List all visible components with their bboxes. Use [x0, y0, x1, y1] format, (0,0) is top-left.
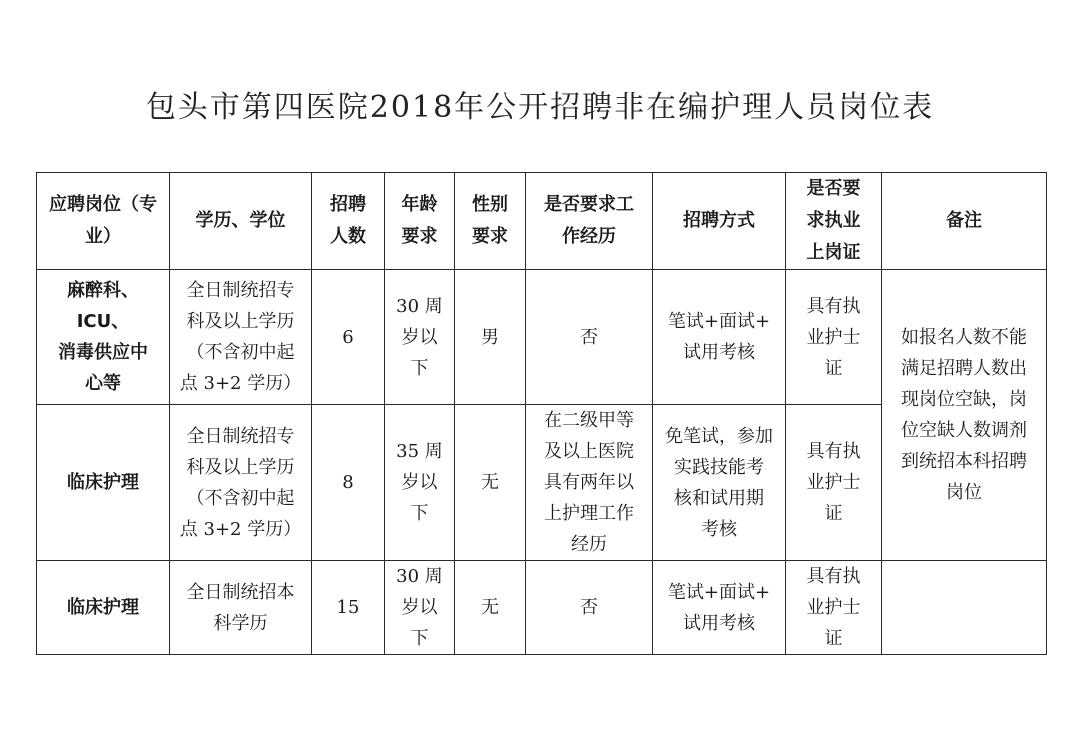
positions-table [36, 172, 1047, 655]
cell-license: 具有执 业护士 证 [786, 270, 882, 405]
cell-age: 30 周 岁以 下 [385, 561, 455, 655]
cell-gender: 无 [455, 405, 526, 561]
cell-method: 笔试+面试+ 试用考核 [653, 561, 786, 655]
cell-position: 麻醉科、 ICU、 消毒供应中 心等 [37, 270, 170, 405]
cell-age: 30 周 岁以 下 [385, 270, 455, 405]
cell-position: 临床护理 [37, 405, 170, 561]
cell-license: 具有执 业护士 证 [786, 561, 882, 655]
cell-experience: 否 [526, 270, 653, 405]
cell-position: 临床护理 [37, 561, 170, 655]
cell-experience: 否 [526, 561, 653, 655]
cell-experience: 在二级甲等 及以上医院 具有两年以 上护理工作 经历 [526, 405, 653, 561]
header-age: 年龄 要求 [385, 173, 455, 270]
cell-method: 笔试+面试+ 试用考核 [653, 270, 786, 405]
header-education: 学历、学位 [170, 173, 312, 270]
cell-gender: 男 [455, 270, 526, 405]
cell-count: 15 [312, 561, 385, 655]
cell-education: 全日制统招专 科及以上学历 （不含初中起 点 3+2 学历） [170, 270, 312, 405]
header-remark: 备注 [882, 173, 1047, 270]
header-count: 招聘 人数 [312, 173, 385, 270]
header-method: 招聘方式 [653, 173, 786, 270]
cell-education: 全日制统招专 科及以上学历 （不含初中起 点 3+2 学历） [170, 405, 312, 561]
cell-count: 8 [312, 405, 385, 561]
cell-count: 6 [312, 270, 385, 405]
cell-gender: 无 [455, 561, 526, 655]
document-title: 包头市第四医院2018年公开招聘非在编护理人员岗位表 [145, 90, 935, 125]
cell-method: 免笔试，参加 实践技能考 核和试用期 考核 [653, 405, 786, 561]
header-license: 是否要 求执业 上岗证 [786, 173, 882, 270]
header-position: 应聘岗位（专 业） [37, 173, 170, 270]
cell-age: 35 周 岁以 下 [385, 405, 455, 561]
cell-education: 全日制统招本 科学历 [170, 561, 312, 655]
header-experience: 是否要求工 作经历 [526, 173, 653, 270]
table-header-row [37, 173, 1047, 270]
cell-remark-empty [882, 561, 1047, 655]
table-row [37, 561, 1047, 655]
cell-license: 具有执 业护士 证 [786, 405, 882, 561]
cell-remark: 如报名人数不能 满足招聘人数出 现岗位空缺，岗 位空缺人数调剂 到统招本科招聘 岗位 [882, 270, 1047, 561]
table-row [37, 270, 1047, 405]
header-gender: 性别 要求 [455, 173, 526, 270]
